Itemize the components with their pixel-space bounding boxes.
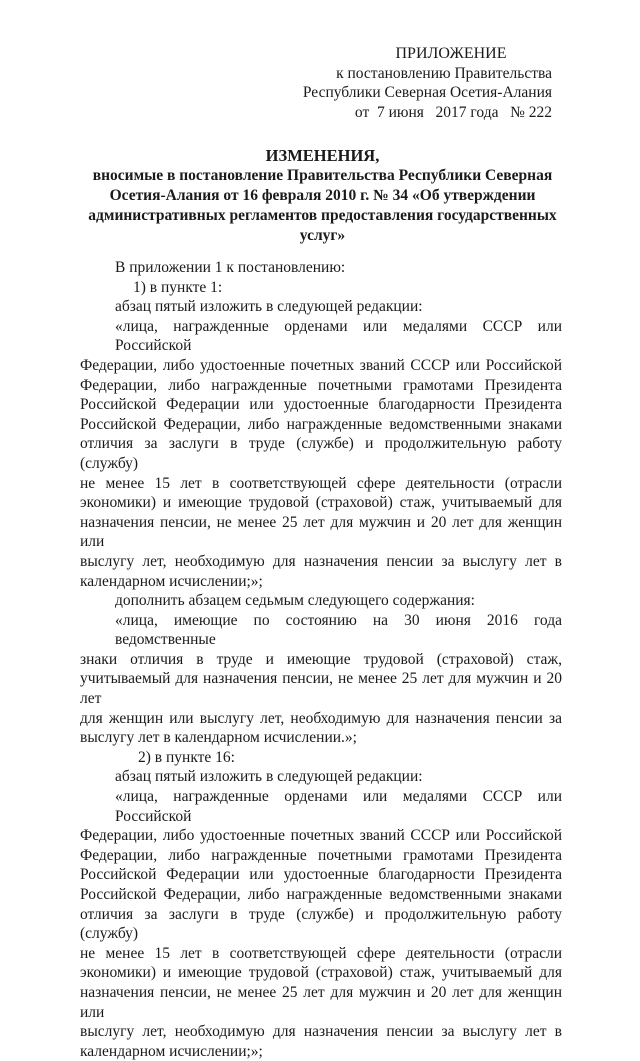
text-line: календарном исчислении;»;	[80, 572, 263, 590]
text-line: экономики) и имеющие трудовой (страховой) стаж, учитываемый для	[80, 964, 562, 982]
item-1-instruction: абзац пятый изложить в следующей редакции:	[115, 298, 423, 316]
text-line: знаки отличия в труде и имеющие трудовой (страховой) стаж,	[80, 650, 562, 668]
item-1-quoted-paragraph	[80, 317, 562, 591]
item-2-instruction: абзац пятый изложить в следующей редакции:	[115, 768, 423, 786]
appendix-title: ПРИЛОЖЕНИЕ	[395, 45, 507, 62]
text-line: выслугу лет, необходимую для назначения пенсии за выслугу лет в	[80, 552, 562, 570]
item-2-quoted-paragraph	[80, 787, 562, 1061]
document-body	[80, 258, 562, 1061]
heading-line: Осетия-Алания от 16 февраля 2010 г. № 34 «Об утверждении	[109, 187, 536, 204]
appendix-line: к постановлению Правительства	[336, 64, 552, 82]
text-line: «лица, имеющие по состоянию на 30 июня 2016 года ведомственные	[115, 611, 562, 649]
text-line: назначения пенсии, не менее 25 лет для мужчин и 20 лет для женщин или	[80, 983, 562, 1021]
text-line: экономики) и имеющие трудовой (страховой) стаж, учитываемый для	[80, 494, 562, 512]
heading-line: вносимые в постановление Правительства Республики Северная	[92, 167, 553, 184]
item-1-heading: 1) в пункте 1:	[133, 278, 223, 296]
text-line: не менее 15 лет в соответствующей сфере деятельности (отрасли	[80, 474, 562, 492]
text-line: Российской Федерации или удостоенные благодарности Президента	[80, 866, 562, 884]
document-heading	[70, 146, 575, 246]
text-line: учитываемый для назначения пенсии, не менее 25 лет для мужчин и 20 лет	[80, 670, 562, 708]
heading-line: услуг»	[299, 227, 346, 244]
text-line: Федерации, либо удостоенные почетных званий СССР или Российской	[80, 827, 562, 845]
text-line: для женщин или выслугу лет, необходимую для назначения пенсии за	[80, 709, 562, 727]
heading-title: ИЗМЕНЕНИЯ,	[265, 146, 380, 165]
text-line: «лица, награжденные орденами или медалями СССР или Российской	[115, 317, 562, 355]
item-2-heading: 2) в пункте 16:	[138, 748, 235, 766]
text-line: выслугу лет, необходимую для назначения пенсии за выслугу лет в	[80, 1023, 562, 1041]
text-line: Федерации, либо удостоенные почетных званий СССР или Российской	[80, 356, 562, 374]
appendix-block	[292, 44, 552, 122]
text-line: Российской Федерации или удостоенные благодарности Президента	[80, 396, 562, 414]
intro-paragraph: В приложении 1 к постановлению:	[115, 259, 346, 276]
text-line: «лица, награжденные орденами или медалями СССР или Российской	[115, 788, 562, 825]
text-line: Федерации, либо награжденные почетными грамотами Президента	[80, 376, 562, 394]
text-line: не менее 15 лет в соответствующей сфере деятельности (отрасли	[80, 944, 562, 962]
text-line: отличия за заслуги в труде (службе) и продолжительную работу (службу)	[80, 905, 562, 943]
text-line: назначения пенсии, не менее 25 лет для мужчин и 20 лет для женщин или	[80, 513, 562, 551]
item-1-added-paragraph	[80, 611, 562, 748]
text-line: выслугу лет в календарном исчислении.»;	[80, 729, 357, 747]
text-line: Российской Федерации, либо награжденные ведомственными знаками	[80, 886, 562, 903]
text-line: Федерации, либо награжденные почетными грамотами Президента	[80, 846, 562, 864]
appendix-date-line: от 7 июня 2017 года № 222	[354, 103, 552, 121]
text-line: календарном исчислении;»;	[80, 1042, 263, 1060]
text-line: отличия за заслуги в труде (службе) и продолжительную работу (службу)	[80, 435, 562, 472]
item-1-add-instruction: дополнить абзацем седьмым следующего содержания:	[115, 592, 475, 610]
text-line: Российской Федерации, либо награжденные ведомственными знаками	[80, 415, 562, 433]
heading-line: административных регламентов предоставления государственных	[88, 207, 557, 224]
appendix-line: Республики Северная Осетия-Алания	[302, 84, 552, 101]
